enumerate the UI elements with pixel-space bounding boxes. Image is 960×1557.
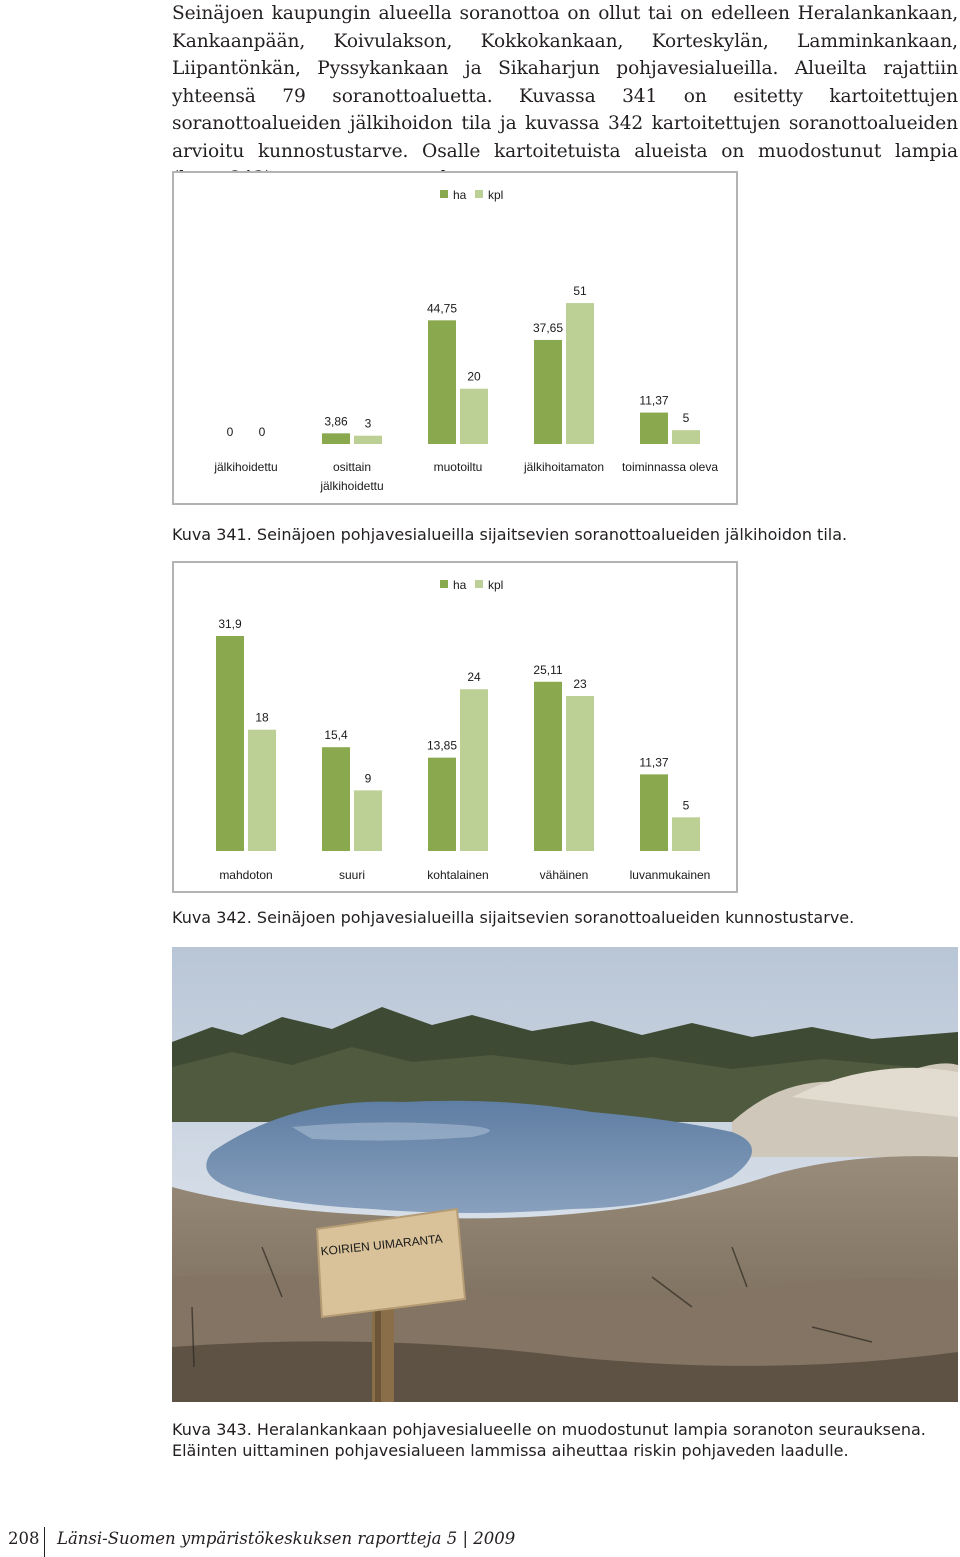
chart-341 (172, 171, 738, 505)
category-label: vähäinen (539, 868, 589, 882)
bar-kpl (566, 696, 594, 851)
bar-kpl (354, 436, 382, 444)
data-label: 44,75 (426, 301, 458, 316)
category-label: mahdoton (219, 868, 273, 882)
category-label: kohtalainen (427, 868, 489, 882)
legend-label-kpl: kpl (488, 188, 504, 202)
data-label: 13,85 (426, 738, 458, 753)
data-label: 25,11 (533, 662, 563, 677)
bar-ha (534, 682, 562, 851)
data-label: 15,4 (324, 728, 348, 743)
bar-ha (534, 340, 562, 444)
bar-kpl (460, 689, 488, 851)
data-label: 3,86 (324, 414, 348, 429)
data-label: 5 (682, 798, 690, 813)
bar-kpl (672, 430, 700, 444)
category-label: jälkihoidettu (214, 460, 278, 474)
legend-swatch-kpl (475, 580, 483, 588)
bar-ha (640, 774, 668, 851)
bar-kpl (354, 790, 382, 851)
bar-kpl (248, 730, 276, 851)
photo-illustration (172, 947, 958, 1402)
caption-341: Kuva 341. Seinäjoen pohjavesialueilla sijaitsevien soranottoalueiden jälkihoidon tila. (172, 525, 848, 544)
category-label: muotoiltu (433, 460, 483, 474)
data-label: 24 (467, 670, 481, 685)
bar-ha (322, 747, 350, 851)
bar-kpl (672, 817, 700, 851)
data-label: 37,65 (532, 320, 564, 335)
bar-ha (216, 636, 244, 851)
chart-legend (440, 578, 503, 592)
legend-label-ha: ha (453, 188, 467, 202)
data-label: 9 (364, 771, 372, 786)
caption-343-line2: Eläinten uittaminen pohjavesialueen lammissa aiheuttaa riskin pohjaveden laadulle. (172, 1441, 849, 1460)
data-label: 20 (467, 369, 481, 384)
bar-ha (322, 433, 350, 444)
category-label: jälkihoitamaton (523, 460, 605, 474)
data-label: 18 (255, 710, 269, 725)
legend-label-ha: ha (453, 578, 467, 592)
data-label: 0 (258, 425, 266, 439)
publication-title: Länsi-Suomen ympäristökeskuksen raportteja 5 | 2009 (57, 1529, 516, 1548)
caption-342: Kuva 342. Seinäjoen pohjavesialueilla sijaitsevien soranottoalueiden kunnostustarve. (172, 908, 855, 927)
category-label: toiminnassa oleva (621, 460, 719, 474)
bar-ha (640, 413, 668, 444)
page-footer (0, 1527, 960, 1557)
bar-ha (428, 320, 456, 444)
photo-gravel-pit-pond (172, 947, 958, 1402)
chart-341-svg (174, 173, 740, 507)
data-label: 5 (682, 411, 690, 426)
data-label: 31,9 (218, 617, 242, 631)
legend-label-kpl: kpl (488, 578, 504, 592)
chart-legend (440, 188, 503, 202)
chart-342-svg (174, 563, 740, 895)
caption-343-line1: Kuva 343. Heralankankaan pohjavesialueelle on muodostunut lampia soranoton seurauksena. (172, 1420, 926, 1439)
footer-divider (44, 1527, 45, 1557)
chart-342 (172, 561, 738, 893)
data-label: 11,37 (639, 755, 669, 770)
data-label: 11,37 (639, 393, 669, 408)
category-label: suuri (338, 868, 366, 882)
bar-kpl (566, 303, 594, 444)
legend-swatch-ha (440, 190, 448, 198)
body-paragraph: Seinäjoen kaupungin alueella soranottoa on ollut tai on edelleen Heralankankaan, Kankaanpään, Koivulakson, Kokkokankaan, Korteskylän, Lamminkankaan, Liipantönkän, Pyssykankaan ja Sikaharjun pohjavesialueilla. Alueilta rajattiin yhteensä 79 soranottoaluetta. Kuvassa 341 on esitetty kartoitettujen soranottoalueiden jälkihoidon tila ja kuvassa 342 kartoitettujen soranottoalueiden arvioitu kunnostustarve. Osalle kartoitetuista alueista on muodostunut lampia (172, 3, 958, 162)
data-label: 3 (364, 416, 372, 431)
legend-swatch-ha (440, 580, 448, 588)
page-number: 208 (8, 1529, 40, 1548)
data-label: 0 (226, 425, 234, 439)
legend-swatch-kpl (475, 190, 483, 198)
photo-sign-text: KOIRIEN UIMARANTA (319, 1231, 444, 1259)
data-label: 23 (573, 676, 587, 691)
category-label: jälkihoidettu (320, 479, 384, 493)
bar-ha (428, 758, 456, 851)
data-label: 51 (573, 284, 587, 299)
category-label: osittain (332, 460, 372, 474)
category-label: luvanmukainen (629, 868, 711, 882)
bar-kpl (460, 389, 488, 444)
